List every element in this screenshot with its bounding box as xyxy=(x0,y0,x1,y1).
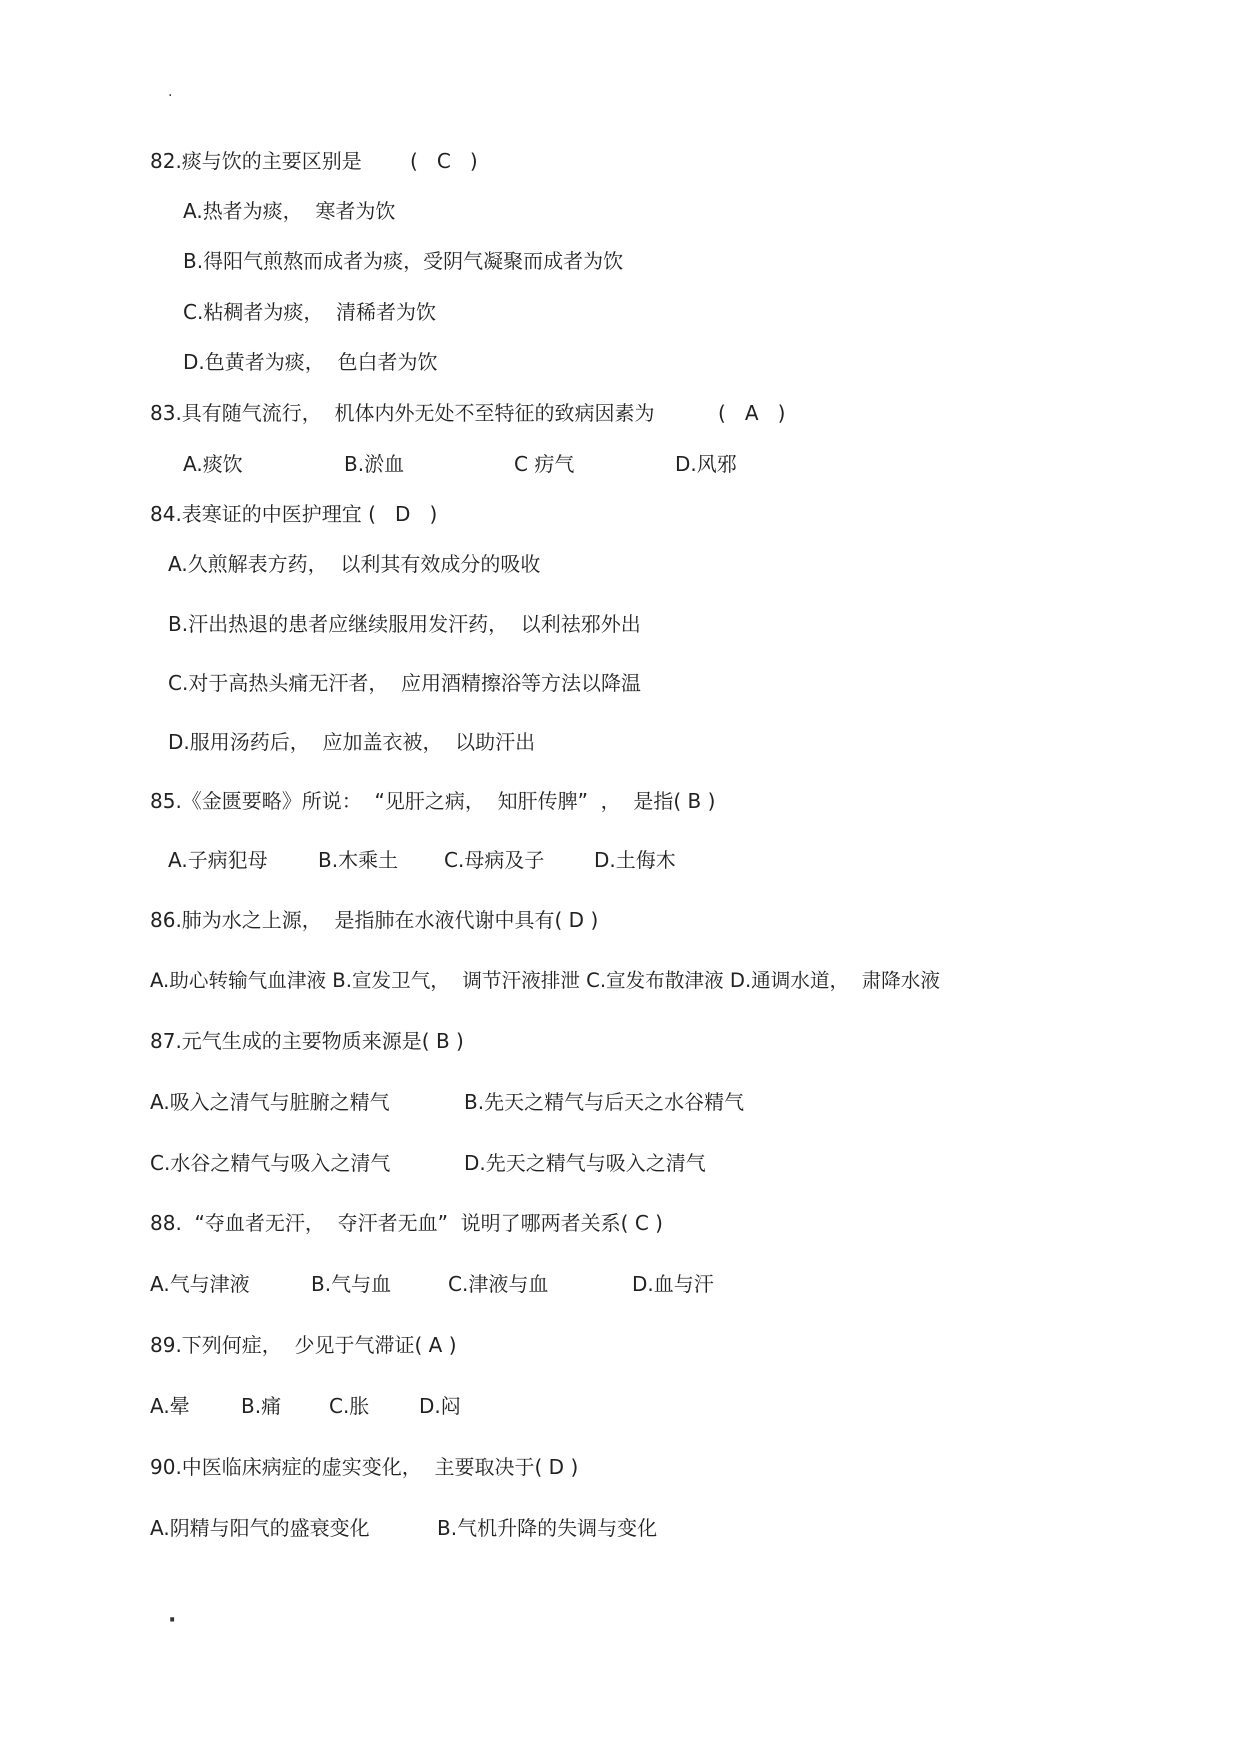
question-82-option-d: D.色黄者为痰， 色白者为饮 xyxy=(183,350,438,374)
question-82-answer: ( C ) xyxy=(410,149,478,173)
question-84-option-a: A.久煎解表方药， 以利其有效成分的吸收 xyxy=(168,552,541,576)
question-84-option-b: B.汗出热退的患者应继续服用发汗药， 以利祛邪外出 xyxy=(168,612,641,636)
question-90-stem: 90.中医临床病症的虚实变化， 主要取决于( D ) xyxy=(150,1455,579,1479)
question-83-option-d: D.风邪 xyxy=(675,452,737,476)
question-89-option-c: C.胀 xyxy=(329,1394,370,1418)
question-85-option-c: C.母病及子 xyxy=(444,848,545,872)
question-82-option-a: A.热者为痰， 寒者为饮 xyxy=(183,199,396,223)
page-header-mark: · xyxy=(168,88,173,104)
question-84-option-d: D.服用汤药后， 应加盖衣被， 以助汗出 xyxy=(168,730,536,754)
question-87-option-d: D.先天之精气与吸入之清气 xyxy=(464,1151,706,1175)
question-83-option-a: A.痰饮 xyxy=(183,452,243,476)
question-90-option-b: B.气机升降的失调与变化 xyxy=(437,1516,658,1540)
question-89-option-a: A.晕 xyxy=(150,1394,190,1418)
question-82-option-c: C.粘稠者为痰， 清稀者为饮 xyxy=(183,300,437,324)
question-85-stem: 85.《金匮要略》所说： “见肝之病， 知肝传脾” ， 是指( B ) xyxy=(150,789,716,813)
question-82-stem: 82.痰与饮的主要区别是 xyxy=(150,149,362,173)
question-89-stem: 89.下列何症， 少见于气滞证( A ) xyxy=(150,1333,457,1357)
question-87-option-b: B.先天之精气与后天之水谷精气 xyxy=(464,1090,745,1114)
question-89-option-b: B.痛 xyxy=(241,1394,282,1418)
question-85-option-b: B.木乘土 xyxy=(318,848,399,872)
question-87-option-a: A.吸入之清气与脏腑之精气 xyxy=(150,1090,390,1114)
question-84-option-c: C.对于高热头痛无汗者， 应用酒精擦浴等方法以降温 xyxy=(168,671,642,695)
question-90-option-a: A.阴精与阳气的盛衰变化 xyxy=(150,1516,370,1540)
question-82-option-b: B.得阳气煎熬而成者为痰，受阴气凝聚而成者为饮 xyxy=(183,249,624,273)
question-88-option-d: D.血与汗 xyxy=(632,1272,714,1296)
question-85-option-d: D.土侮木 xyxy=(594,848,676,872)
page-footer-mark: · xyxy=(168,1608,177,1633)
question-83-option-c: C 疠气 xyxy=(514,452,575,476)
question-85-option-a: A.子病犯母 xyxy=(168,848,268,872)
question-86-options: A.助心转输气血津液 B.宣发卫气， 调节汗液排泄 C.宣发布散津液 D.通调水道， 肃降水液 xyxy=(150,969,940,992)
question-88-stem: 88. “夺血者无汗， 夺汗者无血” 说明了哪两者关系( C ) xyxy=(150,1211,663,1235)
question-87-option-c: C.水谷之精气与吸入之清气 xyxy=(150,1151,391,1175)
question-88-option-b: B.气与血 xyxy=(311,1272,392,1296)
question-88-option-c: C.津液与血 xyxy=(448,1272,549,1296)
question-83-answer: ( A ) xyxy=(718,401,786,425)
question-89-option-d: D.闷 xyxy=(419,1394,461,1418)
question-84-stem: 84.表寒证的中医护理宜 ( D ) xyxy=(150,502,438,526)
question-83-stem: 83.具有随气流行， 机体内外无处不至特征的致病因素为 xyxy=(150,401,655,425)
question-88-option-a: A.气与津液 xyxy=(150,1272,250,1296)
question-83-option-b: B.淤血 xyxy=(344,452,405,476)
question-87-stem: 87.元气生成的主要物质来源是( B ) xyxy=(150,1029,464,1053)
question-86-stem: 86.肺为水之上源， 是指肺在水液代谢中具有( D ) xyxy=(150,908,599,932)
